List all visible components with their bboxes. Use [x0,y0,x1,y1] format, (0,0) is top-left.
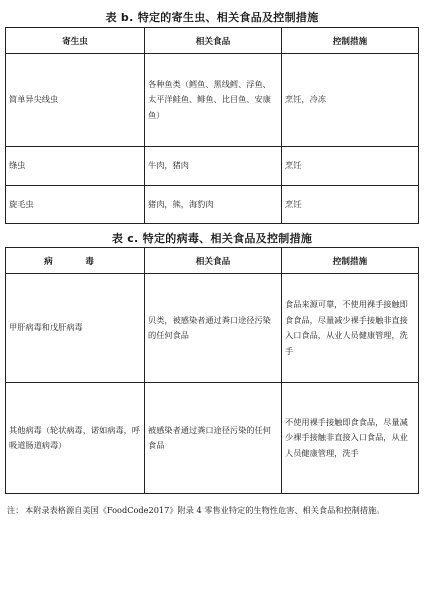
table-b-caption: 表 b. 特定的寄生虫、相关食品及控制措施 [105,11,319,24]
control-measures-cell: 不使用裸手接触即食食品，尽量减少裸手接触非直接入口食品，从业人员健康管理，洗手 [282,383,419,494]
table-header-row [6,248,419,274]
related-food-cell: 猪肉，熊，海豹肉 [145,186,282,224]
virus-cell: 甲肝病毒和戊肝病毒 [6,274,145,383]
column-header-control-measures: 控制措施 [282,28,419,54]
table-row [6,383,419,494]
related-food-cell: 被感染者通过粪口途径污染的任何食品 [145,383,282,494]
control-measures-cell: 烹饪 [282,147,419,186]
table-c-caption: 表 c. 特定的病毒、相关食品及控制措施 [111,232,313,245]
parasite-table [5,27,419,224]
table-header-row [6,28,419,54]
parasite-cell: 旋毛虫 [6,186,145,224]
control-measures-cell: 烹饪，冷冻 [282,54,419,147]
table-row [6,54,419,147]
table-row [6,147,419,186]
column-header-parasite: 寄生虫 [6,28,145,54]
related-food-cell: 贝类，被感染者通过粪口途径污染的任何食品 [145,274,282,383]
table-row [6,274,419,383]
footnote-lead: 注： [7,505,24,515]
control-measures-cell: 食品来源可靠，不使用裸手接触即食食品，尽量减少裸手接触非直接入口食品，从业人员健康管理，洗手 [282,274,419,383]
footnote-text: 本附录表格源自美国《FoodCode2017》附录 4 零售业特定的生物性危害、相关食品和控制措施。 [25,505,385,515]
related-food-cell: 牛肉，猪肉 [145,147,282,186]
parasite-cell: 绦虫 [6,147,145,186]
virus-table [5,247,419,494]
column-header-related-food: 相关食品 [145,28,282,54]
control-measures-cell: 烹饪 [282,186,419,224]
parasite-cell: 简单异尖线虫 [6,54,145,147]
table-row [6,186,419,224]
column-header-virus: 病 毒 [6,248,145,274]
column-header-control-measures: 控制措施 [282,248,419,274]
related-food-cell: 各种鱼类（鳕鱼、黑线鳕、浮鱼、太平洋鲑鱼、鲱鱼、比目鱼、安康鱼） [145,54,282,147]
footnote [7,502,417,518]
column-header-related-food: 相关食品 [145,248,282,274]
virus-cell: 其他病毒（轮状病毒，诺如病毒，呼吸道肠道病毒） [6,383,145,494]
